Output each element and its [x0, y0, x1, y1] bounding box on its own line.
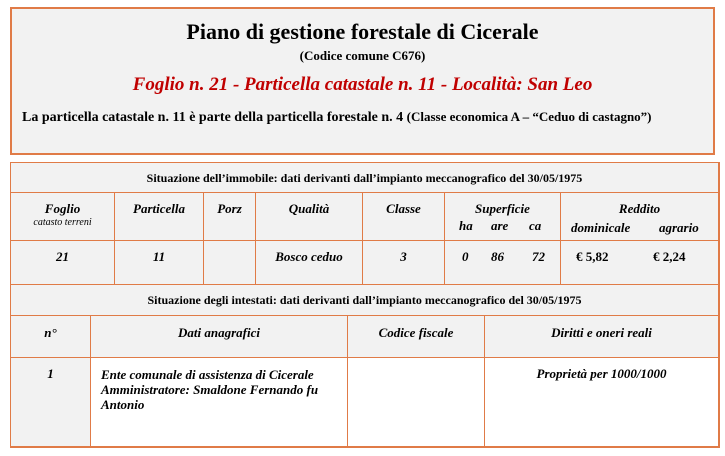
- cell-classe: 3: [363, 241, 445, 285]
- cell-are: 86: [491, 249, 504, 264]
- header-classe: Classe: [363, 193, 445, 241]
- page-title: Piano di gestione forestale di Cicerale: [186, 19, 539, 44]
- header-n: n°: [11, 316, 91, 358]
- parcel-note: [22, 107, 702, 127]
- header-diritti: Diritti e oneri reali: [485, 316, 719, 358]
- cell-particella: 11: [115, 241, 204, 285]
- header-dati: Dati anagrafici: [91, 316, 348, 358]
- cell-agrario: € 2,24: [653, 249, 686, 264]
- cadastral-table: [10, 162, 720, 448]
- header-cf: Codice fiscale: [348, 316, 485, 358]
- cell-cf: [348, 358, 485, 447]
- header-panel: [10, 7, 715, 155]
- parcel-subtitle: Foglio n. 21 - Particella catastale n. 11 - Località: San Leo: [132, 74, 593, 95]
- header-foglio: Foglio catasto terreni: [11, 193, 115, 241]
- header-qualita: Qualità: [256, 193, 363, 241]
- municipality-code: (Codice comune C676): [299, 48, 426, 63]
- cell-diritti: Proprietà per 1000/1000: [485, 358, 719, 447]
- header-reddito: Reddito dominicale agrario: [561, 193, 719, 241]
- cell-superficie: [445, 241, 561, 285]
- intestati-section-title: Situazione degli intestati: dati derivanti dall’impianto meccanografico del 30/05/1975: [11, 285, 719, 316]
- cell-ca: 72: [532, 249, 545, 264]
- immobile-section-title: Situazione dell’immobile: dati derivanti dall’impianto meccanografico del 30/05/1975: [11, 163, 719, 193]
- cell-n: 1: [11, 358, 91, 447]
- header-particella: Particella: [115, 193, 204, 241]
- cell-foglio: 21: [11, 241, 115, 285]
- header-superficie: Superficie ha are ca: [445, 193, 561, 241]
- cell-dati: Ente comunale di assistenza di Cicerale Amministratore: Smaldone Fernando fu Antonio: [91, 358, 348, 447]
- parcel-note-class: (Classe economica A – “Ceduo di castagno”): [406, 109, 652, 124]
- parcel-note-main: La particella catastale n. 11 è parte della particella forestale n. 4: [22, 110, 404, 125]
- cell-dominicale: € 5,82: [576, 249, 609, 264]
- header-porz: Porz: [204, 193, 256, 241]
- cell-qualita: Bosco ceduo: [256, 241, 363, 285]
- cell-reddito: [561, 241, 719, 285]
- cell-porz: [204, 241, 256, 285]
- cell-ha: 0: [462, 249, 469, 264]
